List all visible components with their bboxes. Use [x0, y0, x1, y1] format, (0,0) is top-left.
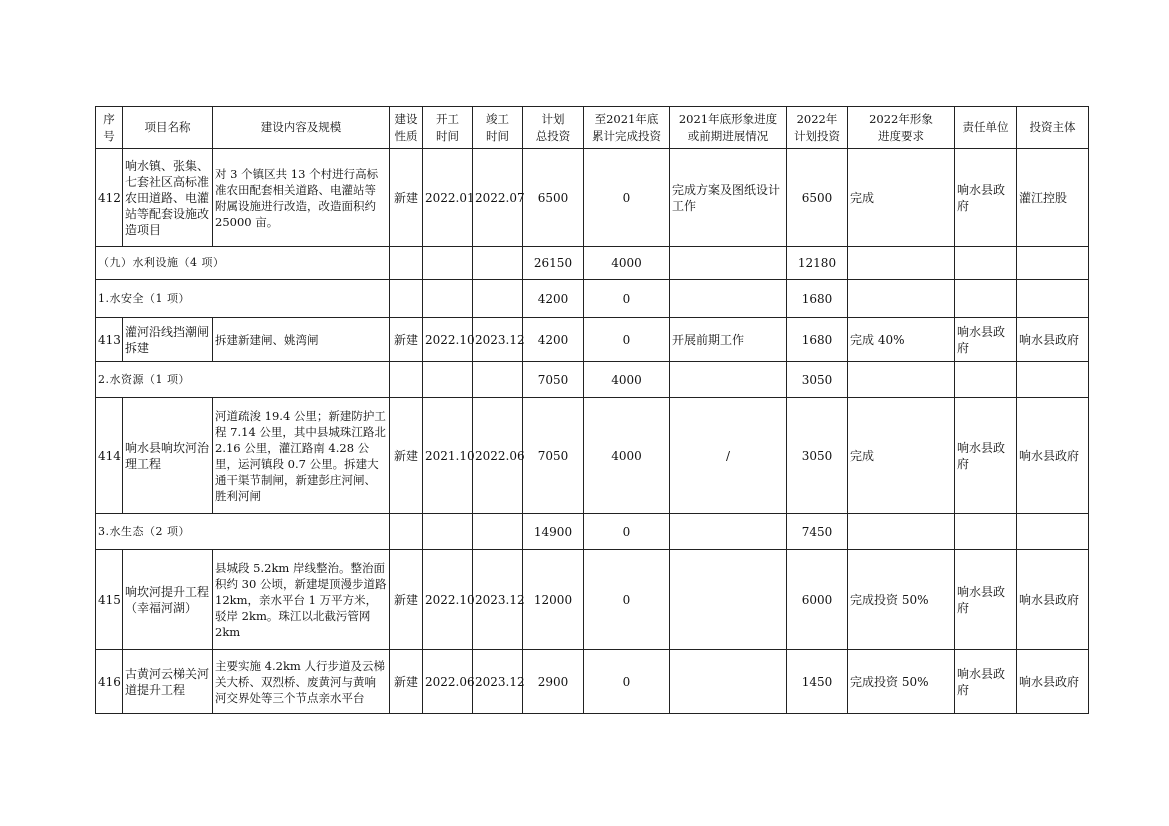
empty-cell	[423, 514, 473, 550]
table-row	[96, 650, 1089, 714]
row-req2022: 完成 40%	[848, 318, 955, 362]
row-done2021: 0	[584, 550, 670, 650]
header-no: 序 号	[96, 107, 123, 149]
row-no: 414	[96, 398, 123, 514]
header-content: 建设内容及规模	[213, 107, 390, 149]
row-content: 对 3 个镇区共 13 个村进行高标准农田配套相关道路、电灌站等附属设施进行改造，改造面积约 25000 亩。	[213, 149, 390, 247]
empty-cell	[955, 280, 1017, 318]
row-nature: 新建	[390, 650, 423, 714]
section-plan2022: 12180	[787, 247, 848, 280]
row-done2021: 0	[584, 149, 670, 247]
row-req2022: 完成	[848, 149, 955, 247]
section-done2021: 0	[584, 280, 670, 318]
empty-cell	[390, 280, 423, 318]
row-start: 2021.10	[423, 398, 473, 514]
header-end: 竣工 时间	[473, 107, 523, 149]
row-done2021: 0	[584, 318, 670, 362]
row-start: 2022.10	[423, 318, 473, 362]
empty-cell	[955, 362, 1017, 398]
row-nature: 新建	[390, 550, 423, 650]
row-nature: 新建	[390, 318, 423, 362]
header-nature: 建设 性质	[390, 107, 423, 149]
row-total: 6500	[523, 149, 584, 247]
empty-cell	[955, 247, 1017, 280]
empty-cell	[1017, 280, 1089, 318]
empty-cell	[473, 280, 523, 318]
row-investor: 响水县政府	[1017, 318, 1089, 362]
row-end: 2023.12	[473, 650, 523, 714]
empty-cell	[390, 362, 423, 398]
table-row	[96, 550, 1089, 650]
empty-cell	[848, 280, 955, 318]
header-unit: 责任单位	[955, 107, 1017, 149]
row-total: 2900	[523, 650, 584, 714]
row-content: 拆建新建闸、姚湾闸	[213, 318, 390, 362]
row-plan2022: 6000	[787, 550, 848, 650]
row-plan2022: 6500	[787, 149, 848, 247]
section-done2021: 0	[584, 514, 670, 550]
empty-cell	[1017, 362, 1089, 398]
empty-cell	[423, 280, 473, 318]
section-label: 1.水安全（1 项）	[96, 280, 390, 318]
section-row	[96, 280, 1089, 318]
section-done2021: 4000	[584, 362, 670, 398]
row-total: 7050	[523, 398, 584, 514]
row-name: 响坎河提升工程（幸福河湖）	[123, 550, 213, 650]
row-total: 12000	[523, 550, 584, 650]
empty-cell	[955, 514, 1017, 550]
section-label: （九）水利设施（4 项）	[96, 247, 390, 280]
empty-cell	[848, 514, 955, 550]
row-unit: 响水县政府	[955, 318, 1017, 362]
table-row	[96, 398, 1089, 514]
section-total: 4200	[523, 280, 584, 318]
empty-cell	[390, 514, 423, 550]
header-total: 计划 总投资	[523, 107, 584, 149]
row-unit: 响水县政府	[955, 149, 1017, 247]
row-investor: 响水县政府	[1017, 398, 1089, 514]
section-plan2022: 7450	[787, 514, 848, 550]
header-plan2022: 2022年 计划投资	[787, 107, 848, 149]
row-req2022: 完成	[848, 398, 955, 514]
row-no: 412	[96, 149, 123, 247]
row-unit: 响水县政府	[955, 550, 1017, 650]
header-progress2021: 2021年底形象进度 或前期进展情况	[670, 107, 787, 149]
table-row	[96, 318, 1089, 362]
row-unit: 响水县政府	[955, 398, 1017, 514]
empty-cell	[670, 362, 787, 398]
header-investor: 投资主体	[1017, 107, 1089, 149]
row-progress2021	[670, 650, 787, 714]
row-content: 河道疏浚 19.4 公里；新建防护工程 7.14 公里，其中县城珠江路北 2.16 公里，灌江路南 4.28 公里，运河镇段 0.7 公里。拆建大通干渠节制闸，新建彭庄河闸、胜利河闸	[213, 398, 390, 514]
row-content: 县城段 5.2km 岸线整治。整治面积约 30 公顷，新建堤顶漫步道路 12km，亲水平台 1 万平方米，驳岸 2km。珠江以北截污管网 2km	[213, 550, 390, 650]
row-name: 灌河沿线挡潮闸拆建	[123, 318, 213, 362]
empty-cell	[848, 247, 955, 280]
row-no: 416	[96, 650, 123, 714]
row-end: 2022.06	[473, 398, 523, 514]
row-progress2021: 完成方案及图纸设计工作	[670, 149, 787, 247]
row-progress2021: 开展前期工作	[670, 318, 787, 362]
empty-cell	[670, 280, 787, 318]
row-unit: 响水县政府	[955, 650, 1017, 714]
row-nature: 新建	[390, 149, 423, 247]
row-end: 2022.07	[473, 149, 523, 247]
header-start: 开工 时间	[423, 107, 473, 149]
row-name: 古黄河云梯关河道提升工程	[123, 650, 213, 714]
section-row	[96, 247, 1089, 280]
header-name: 项目名称	[123, 107, 213, 149]
row-name: 响水镇、张集、七套社区高标准农田道路、电灌站等配套设施改造项目	[123, 149, 213, 247]
section-row	[96, 514, 1089, 550]
header-done2021: 至2021年底 累计完成投资	[584, 107, 670, 149]
empty-cell	[670, 247, 787, 280]
row-investor: 灌江控股	[1017, 149, 1089, 247]
row-start: 2022.06	[423, 650, 473, 714]
row-start: 2022.10	[423, 550, 473, 650]
row-req2022: 完成投资 50%	[848, 550, 955, 650]
row-plan2022: 1450	[787, 650, 848, 714]
empty-cell	[390, 247, 423, 280]
row-content: 主要实施 4.2km 人行步道及云梯关大桥、双烈桥、废黄河与黄响河交界处等三个节点亲水平台	[213, 650, 390, 714]
section-label: 3.水生态（2 项）	[96, 514, 390, 550]
row-plan2022: 3050	[787, 398, 848, 514]
row-req2022: 完成投资 50%	[848, 650, 955, 714]
empty-cell	[423, 247, 473, 280]
project-table	[95, 106, 1089, 714]
empty-cell	[423, 362, 473, 398]
row-no: 413	[96, 318, 123, 362]
empty-cell	[1017, 247, 1089, 280]
header-row	[96, 107, 1089, 149]
section-total: 7050	[523, 362, 584, 398]
row-done2021: 4000	[584, 398, 670, 514]
row-end: 2023.12	[473, 550, 523, 650]
empty-cell	[1017, 514, 1089, 550]
row-name: 响水县响坎河治理工程	[123, 398, 213, 514]
row-end: 2023.12	[473, 318, 523, 362]
empty-cell	[473, 247, 523, 280]
empty-cell	[670, 514, 787, 550]
row-start: 2022.01	[423, 149, 473, 247]
row-progress2021	[670, 550, 787, 650]
row-investor: 响水县政府	[1017, 650, 1089, 714]
empty-cell	[848, 362, 955, 398]
row-no: 415	[96, 550, 123, 650]
section-total: 14900	[523, 514, 584, 550]
header-req2022: 2022年形象 进度要求	[848, 107, 955, 149]
table-row	[96, 149, 1089, 247]
section-label: 2.水资源（1 项）	[96, 362, 390, 398]
row-investor: 响水县政府	[1017, 550, 1089, 650]
section-done2021: 4000	[584, 247, 670, 280]
row-progress2021: /	[670, 398, 787, 514]
row-plan2022: 1680	[787, 318, 848, 362]
empty-cell	[473, 514, 523, 550]
section-row	[96, 362, 1089, 398]
row-total: 4200	[523, 318, 584, 362]
row-nature: 新建	[390, 398, 423, 514]
section-total: 26150	[523, 247, 584, 280]
empty-cell	[473, 362, 523, 398]
row-done2021: 0	[584, 650, 670, 714]
section-plan2022: 1680	[787, 280, 848, 318]
section-plan2022: 3050	[787, 362, 848, 398]
